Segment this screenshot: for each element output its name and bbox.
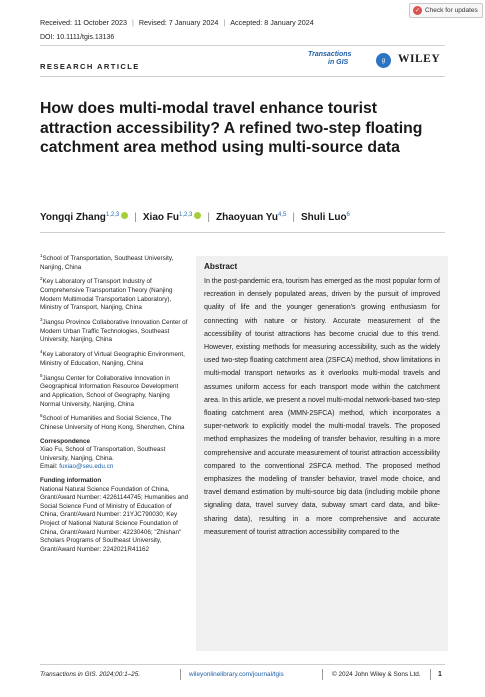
correspondence-email-link[interactable]: fuxiao@seu.edu.cn [59,463,114,471]
author-affil-ref[interactable]: 6 [346,212,350,218]
article-dates: Received: 11 October 2023 | Revised: 7 January 2024 | Accepted: 8 January 2024 [40,18,314,27]
footer-citation: Transactions in GIS. 2024;00:1–25. [40,671,141,678]
revised-date: Revised: 7 January 2024 [138,18,219,27]
author-affil-ref[interactable]: 1,2,3 [105,212,120,218]
journal-logo-line1: Transactions [308,51,352,58]
received-date: Received: 11 October 2023 [40,18,127,27]
author-affil-ref[interactable]: 1,2,3 [179,212,193,218]
footer-separator [180,669,181,680]
author-name[interactable]: Xiao Fu [142,212,180,223]
article-title: How does multi-modal travel enhance tourist attraction accessibility? A refined two-step floating catchment area method using multi-source data [40,100,423,156]
title-divider [40,76,445,77]
affiliation: $^1$School of Transportation, Southeast University, Nanjing, China [40,253,174,271]
journal-logo[interactable] [308,51,372,71]
check-updates-icon: ✓ [414,8,421,14]
abstract-heading: Abstract [204,262,238,271]
author-name[interactable]: Yongqi Zhang [40,212,106,223]
affiliation: $^2$Key Laboratory of Transport Industry of Comprehensive Transportation Theory (Nanjing Modern Multimodal Transportation Laboratory), Ministry of Transport, Nanjing, China [40,276,173,312]
orcid-icon[interactable] [121,212,128,219]
footer-journal-link[interactable]: wileyonlinelibrary.com/journal/tgis [189,671,284,678]
article-type: RESEARCH ARTICLE [40,62,140,71]
affiliations-column [40,252,190,554]
authors-divider [40,232,445,233]
correspondence-text: Xiao Fu, School of Transportation, Southeast University, Nanjing, China. Email: fuxiao@seu.edu.cn [40,446,166,471]
journal-badge-icon: g [376,53,391,68]
correspondence-heading: Correspondence [40,437,91,445]
funding-text: National Natural Science Foundation of China, Grant/Award Number: 42261144745; Humanities and Social Science Fund of Ministry of Education of China, Grant/Award Number: 21YJC790030; Key Project of National Natural Science Foundation of China, Grant/Award Number: 42230406; "Zhishan" Scholars Programs of Southeast University, Grant/Award Number: 2242021R41162 [40,485,189,553]
footer-separator [322,669,323,680]
abstract-text: In the post-pandemic era, tourism has emerged as the most popular form of recreation in densely populated areas, driven by the pursuit of improved quality of life and the younger generation's growing enthusiasm for connecting with nature or history. Accurate measurement of the accessibility of tourist attractions has become crucial due to this trend. However, existing methods for measuring accessibility, such as the widely used two-step floating catchment area (2SFCA) method, show limitations in multi-modal transport networks as it overlooks multi-modal travels and assumes uniform access for each transport mode within the catchment area. In this article, we present a novel multi-modal network-based two-step floating catchment area (MMN-2SFCA) method, which incorporates a super-network to explicitly model the multi-modal travels. The proposed method emphasizes the modeling of transfer behavior, resulting in a more comprehensive and accurate measurement of tourist attraction accessibility compared to the conventional 2SFCA method. The proposed method emphasizes the modeling of transfer behavior, travel mode choice, and travel demand estimation by multi-source big data (including mobile phone signaling data, travel survey data, subway smart card data, and bike-sharing data), resulting in a more comprehensive and accurate measurement of tourist attraction accessibility compared to the [204,278,440,536]
funding-heading: Funding information [40,476,102,484]
author-affil-ref[interactable]: 4,5 [278,212,287,218]
author-name[interactable]: Zhaoyuan Yu [215,212,279,223]
author-name[interactable]: Shuli Luo [301,212,347,223]
check-updates-label: Check for updates [425,7,478,14]
doi[interactable]: DOI: 10.1111/tgis.13136 [40,34,115,41]
footer-divider [40,664,445,665]
footer-separator [430,669,431,680]
affiliation: $^3$Jiangsu Province Collaborative Innovation Center of Modern Urban Traffic Technologies, Southeast University, Nanjing, China [40,317,188,344]
author-list: Yongqi Zhang$^{1,2,3}$ | Xiao Fu$^{1,2,3}$ | Zhaoyuan Yu$^{4,5}$ | Shuli Luo$^6$ [40,212,350,223]
footer-copyright: © 2024 John Wiley & Sons Ltd. [332,671,421,678]
header-divider [40,45,445,46]
affiliation: $^4$Key Laboratory of Virtual Geographic Environment, Ministry of Education, Nanjing, China [40,349,185,367]
publisher-logo[interactable]: WILEY [398,53,441,65]
check-updates-button[interactable] [409,3,483,18]
page-number: 1 [438,671,442,678]
affiliation: $^6$School of Humanities and Social Science, The Chinese University of Hong Kong, Shenzhen, China [40,413,185,431]
accepted-date: Accepted: 8 January 2024 [230,18,314,27]
orcid-icon[interactable] [194,212,201,219]
journal-logo-line2: in GIS [328,59,349,66]
affiliation: $^5$Jiangsu Center for Collaborative Innovation in Geographical Information Resource Development and Application, School of Geography, Nanjing Normal University, Nanjing, China [40,372,179,408]
